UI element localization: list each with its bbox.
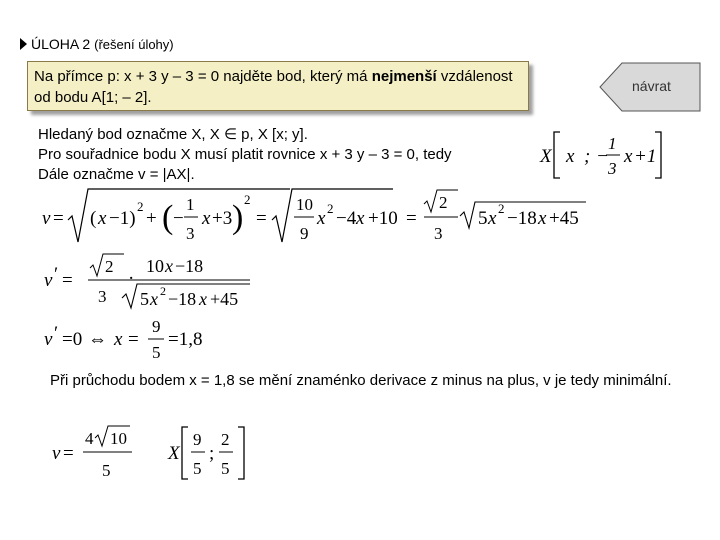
svg-text:5: 5 [221, 459, 230, 478]
svg-text:3: 3 [434, 224, 443, 243]
svg-text:5: 5 [478, 208, 488, 229]
svg-text:−1): −1) [109, 208, 136, 229]
svg-text:=: = [62, 270, 73, 291]
slide-header [20, 36, 174, 52]
svg-text:5: 5 [152, 343, 161, 362]
svg-text:−4: −4 [336, 208, 357, 229]
svg-text:=: = [63, 443, 74, 464]
svg-text:2: 2 [498, 201, 505, 216]
svg-text:;: ; [209, 443, 215, 464]
svg-text:x: x [356, 208, 365, 229]
task-text-after: vzdálenost od bodu A[1; – 2]. [34, 68, 513, 106]
svg-text:x: x [566, 146, 575, 167]
svg-text:3: 3 [98, 287, 107, 306]
svg-text:2: 2 [439, 193, 448, 212]
svg-text:′: ′ [54, 323, 59, 344]
svg-text:v: v [52, 443, 61, 464]
svg-text:x: x [114, 329, 123, 350]
svg-text:x: x [98, 208, 107, 229]
formula-v-expression [38, 186, 593, 248]
svg-text:=: = [406, 208, 417, 229]
svg-text:2: 2 [327, 201, 334, 216]
task-emphasis: nejmenší [371, 68, 437, 85]
svg-text:10: 10 [146, 256, 164, 276]
line-pro-souradnice: Pro souřadnice bodu X musí platit rovnice x + 3 y – 3 = 0, tedy [38, 146, 452, 163]
svg-text:1: 1 [608, 134, 617, 153]
svg-text:(: ( [90, 208, 97, 229]
line-dale: Dále označme v = |AX|. [38, 166, 195, 183]
svg-text:(: ( [162, 199, 174, 236]
svg-text:⇔: ⇔ [88, 329, 107, 350]
svg-text:′: ′ [54, 264, 59, 285]
svg-text:): ) [232, 199, 244, 236]
formula-x-point [538, 127, 663, 183]
back-button[interactable] [598, 62, 702, 112]
svg-text:x: x [538, 208, 547, 229]
formula-v-zero [38, 314, 228, 366]
svg-text:1: 1 [186, 195, 195, 214]
svg-text:2: 2 [221, 430, 230, 449]
task-box [27, 61, 529, 111]
svg-text:2: 2 [160, 284, 166, 298]
svg-text:+45: +45 [549, 208, 579, 229]
svg-text:−: − [173, 208, 184, 229]
svg-text:;: ; [584, 146, 591, 167]
svg-text:=: = [53, 208, 64, 229]
formula-x-min [166, 424, 256, 482]
svg-text:−18: −18 [507, 208, 537, 229]
svg-text:v: v [42, 208, 51, 229]
svg-text:2: 2 [137, 199, 144, 214]
line-hledany: Hledaný bod označme X, X ∈ p, X [x; y]. [38, 126, 308, 143]
svg-text:x: x [199, 289, 207, 309]
svg-text:X: X [540, 146, 552, 167]
header-subtitle: (řešení úlohy) [94, 36, 174, 52]
svg-text:−18: −18 [175, 256, 204, 276]
svg-text:x: x [202, 208, 211, 229]
svg-text:2: 2 [244, 192, 251, 207]
svg-text:−: − [596, 146, 609, 167]
svg-text:+3: +3 [212, 208, 233, 229]
svg-text:X: X [168, 443, 180, 464]
svg-text:=: = [128, 329, 139, 350]
svg-text:v: v [44, 270, 53, 291]
svg-text:9: 9 [193, 430, 202, 449]
svg-text:3: 3 [608, 159, 617, 178]
svg-text:5: 5 [140, 289, 149, 309]
svg-text:=0: =0 [62, 329, 83, 350]
svg-text:−18: −18 [168, 289, 197, 309]
conclusion-text: Při průchodu bodem x = 1,8 se mění znaménko derivace z minus na plus, v je tedy minimální. [50, 372, 672, 389]
svg-text:10: 10 [110, 429, 127, 448]
svg-text:5: 5 [102, 461, 111, 480]
svg-text:=: = [256, 208, 267, 229]
svg-text:4: 4 [85, 429, 94, 448]
svg-text:x: x [488, 208, 497, 229]
svg-text:x: x [150, 289, 158, 309]
svg-text:2: 2 [105, 257, 114, 276]
svg-text:9: 9 [152, 317, 161, 336]
svg-text:+: + [146, 208, 157, 229]
svg-text:x: x [317, 208, 326, 229]
formula-v-min [48, 424, 138, 482]
svg-text:5: 5 [193, 459, 202, 478]
svg-text:x: x [165, 256, 173, 276]
svg-text:10: 10 [296, 195, 313, 214]
svg-text:+1: +1 [634, 146, 657, 167]
formula-v-derivative [38, 250, 268, 312]
header-title: ÚLOHA 2 [31, 36, 91, 52]
svg-text:=1,8: =1,8 [168, 329, 203, 350]
svg-text:3: 3 [186, 224, 195, 243]
svg-text:x: x [624, 146, 633, 167]
svg-text:9: 9 [300, 224, 309, 243]
task-text-before: Na přímce p: x + 3 y – 3 = 0 najděte bod, který má [34, 68, 372, 85]
svg-text:+45: +45 [210, 289, 239, 309]
svg-text:v: v [44, 329, 53, 350]
back-button-label: návrat [632, 78, 671, 94]
svg-text:·: · [128, 268, 135, 289]
svg-text:+10: +10 [368, 208, 398, 229]
triangle-right-icon [20, 38, 27, 50]
